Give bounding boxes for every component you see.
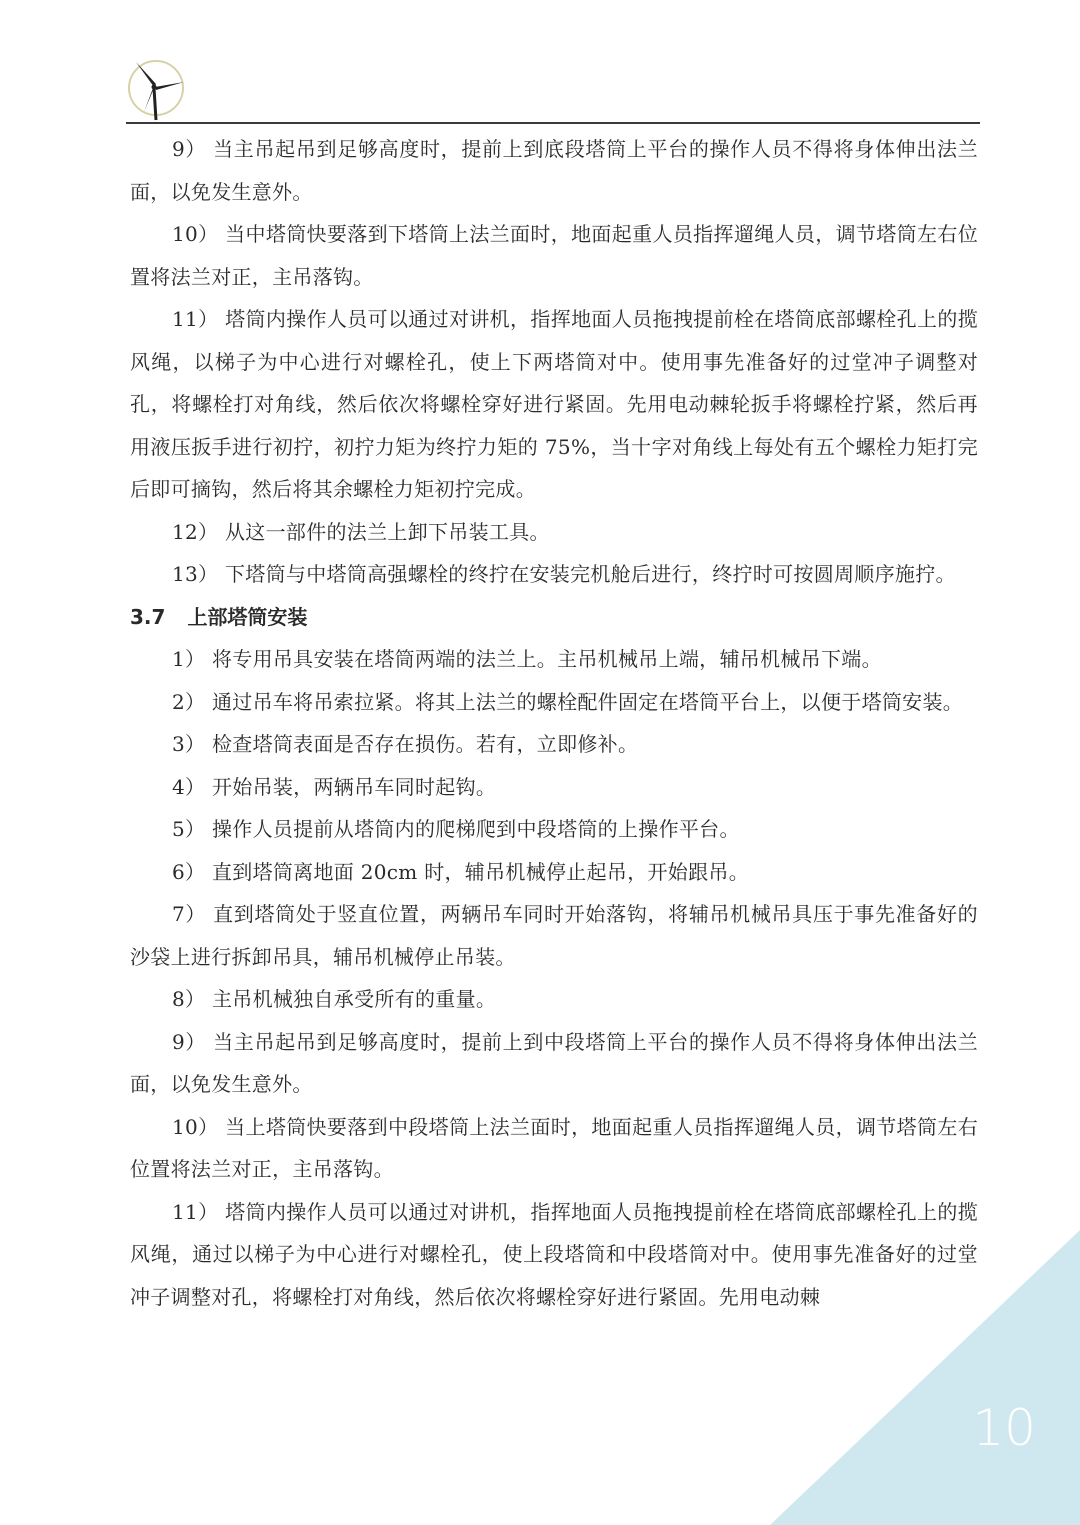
page-number: 10 — [972, 1399, 1036, 1457]
paragraph: 11） 塔筒内操作人员可以通过对讲机，指挥地面人员拖拽提前栓在塔筒底部螺栓孔上的揽风绳，通过以梯子为中心进行对螺栓孔，使上段塔筒和中段塔筒对中。使用事先准备好的过堂冲子调整对孔，将螺栓打对角线，然后依次将螺栓穿好进行紧固。先用电动棘 — [130, 1199, 978, 1309]
section-number: 3.7 — [130, 604, 166, 629]
paragraph: 9） 当主吊起吊到足够高度时，提前上到中段塔筒上平台的操作人员不得将身体伸出法兰面，以免发生意外。 — [130, 1029, 978, 1096]
paragraph: 8） 主吊机械独自承受所有的重量。 — [172, 987, 497, 1011]
paragraph: 6） 直到塔筒离地面 20cm 时，辅吊机械停止起吊，开始跟吊。 — [172, 859, 750, 884]
paragraph: 10） 当上塔筒快要落到中段塔筒上法兰面时，地面起重人员指挥遛绳人员，调节塔筒左右位置将法兰对正，主吊落钩。 — [130, 1114, 978, 1181]
paragraph: 5） 操作人员提前从塔筒内的爬梯爬到中段塔筒的上操作平台。 — [172, 817, 740, 841]
paragraph: 10） 当中塔筒快要落到下塔筒上法兰面时，地面起重人员指挥遛绳人员，调节塔筒左右位置将法兰对正，主吊落钩。 — [130, 222, 978, 289]
paragraph: 3） 检查塔筒表面是否存在损伤。若有，立即修补。 — [172, 732, 639, 756]
paragraph: 9） 当主吊起吊到足够高度时，提前上到底段塔筒上平台的操作人员不得将身体伸出法兰面，以免发生意外。 — [130, 137, 978, 204]
paragraph: 2） 通过吊车将吊索拉紧。将其上法兰的螺栓配件固定在塔筒平台上，以便于塔筒安装。 — [172, 689, 964, 714]
paragraph: 11） 塔筒内操作人员可以通过对讲机，指挥地面人员拖拽提前栓在塔筒底部螺栓孔上的揽风绳，以梯子为中心进行对螺栓孔，使上下两塔筒对中。使用事先准备好的过堂冲子调整对孔，将螺栓打对角线，然后依次将螺栓穿好进行紧固。先用电动棘轮扳手将螺栓拧紧，然后再用液压扳手进行初拧，初拧力矩为终拧力矩的 75%，当十字对角线上每处有五个螺栓力矩打完后即可摘钩，然后将其余螺栓力矩初拧完成。 — [130, 307, 978, 501]
section-heading — [130, 596, 978, 639]
corner-decoration — [770, 1230, 1080, 1525]
paragraph: 7） 直到塔筒处于竖直位置，两辆吊车同时开始落钩，将辅吊机械吊具压于事先准备好的沙袋上进行拆卸吊具，辅吊机械停止吊装。 — [130, 902, 978, 969]
paragraph: 4） 开始吊装，两辆吊车同时起钩。 — [172, 774, 497, 799]
document-body — [130, 128, 978, 1318]
paragraph: 1） 将专用吊具安装在塔筒两端的法兰上。主吊机械吊上端，辅吊机械吊下端。 — [172, 647, 882, 671]
section-title: 上部塔筒安装 — [187, 604, 308, 629]
paragraph: 12） 从这一部件的法兰上卸下吊装工具。 — [172, 519, 550, 544]
wind-turbine-icon — [126, 54, 188, 122]
header-rule — [126, 122, 980, 124]
paragraph: 13） 下塔筒与中塔筒高强螺栓的终拧在安装完机舱后进行，终拧时可按圆周顺序施拧。 — [172, 562, 956, 586]
